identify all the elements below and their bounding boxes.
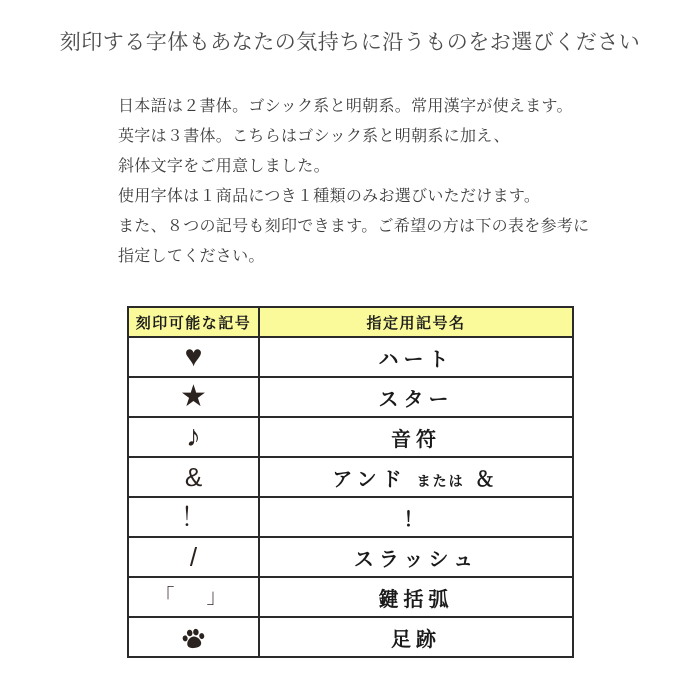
symbol-name: 鍵括弧	[259, 577, 573, 617]
paw-icon	[178, 624, 208, 653]
table-row	[128, 337, 573, 377]
description-paragraph	[118, 92, 618, 272]
table-row	[128, 417, 573, 457]
symbol-name: 足跡	[259, 617, 573, 657]
table-row	[128, 457, 573, 497]
description-line: また、８つの記号も刻印できます。ご希望の方は下の表を参考に	[118, 218, 590, 235]
symbol-name: 音符	[259, 417, 573, 457]
table-header-symbol: 刻印可能な記号	[128, 307, 259, 337]
symbol-name: ハート	[259, 337, 573, 377]
paw-cell	[128, 617, 259, 657]
table-header-name: 指定用記号名	[259, 307, 573, 337]
description-line: 英字は３書体。こちらはゴシック系と明朝系に加え、	[118, 128, 510, 145]
table-row	[128, 377, 573, 417]
table-row	[128, 537, 573, 577]
heart-icon: ♥	[128, 337, 259, 377]
symbol-table	[127, 306, 574, 658]
music-note-icon: ♪	[128, 417, 259, 457]
symbol-name: スター	[259, 377, 573, 417]
symbol-name: ！	[259, 497, 573, 537]
slash-symbol: /	[128, 537, 259, 577]
ampersand-symbol: &	[128, 457, 259, 497]
table-row	[128, 577, 573, 617]
star-icon: ★	[128, 377, 259, 417]
description-line: 使用字体は１商品につき１種類のみお選びいただけます。	[118, 188, 541, 205]
symbol-name-connector: または	[416, 472, 465, 489]
symbol-name: スラッシュ	[259, 537, 573, 577]
exclamation-symbol: ！	[128, 497, 259, 537]
symbol-name-main: アンド	[332, 468, 407, 491]
page-title: 刻印する字体もあなたの気持ちに沿うものをお選びください	[59, 31, 641, 54]
description-line: 斜体文字をご用意しました。	[118, 158, 330, 175]
corner-brackets-symbol: 「 」	[128, 577, 259, 617]
table-row	[128, 617, 573, 657]
table-row	[128, 497, 573, 537]
symbol-name	[259, 457, 573, 497]
description-line: 日本語は２書体。ゴシック系と明朝系。常用漢字が使えます。	[118, 98, 573, 115]
description-line: 指定してください。	[118, 248, 265, 265]
symbol-name-alt: ＆	[474, 468, 500, 491]
table-header-row	[128, 307, 573, 337]
